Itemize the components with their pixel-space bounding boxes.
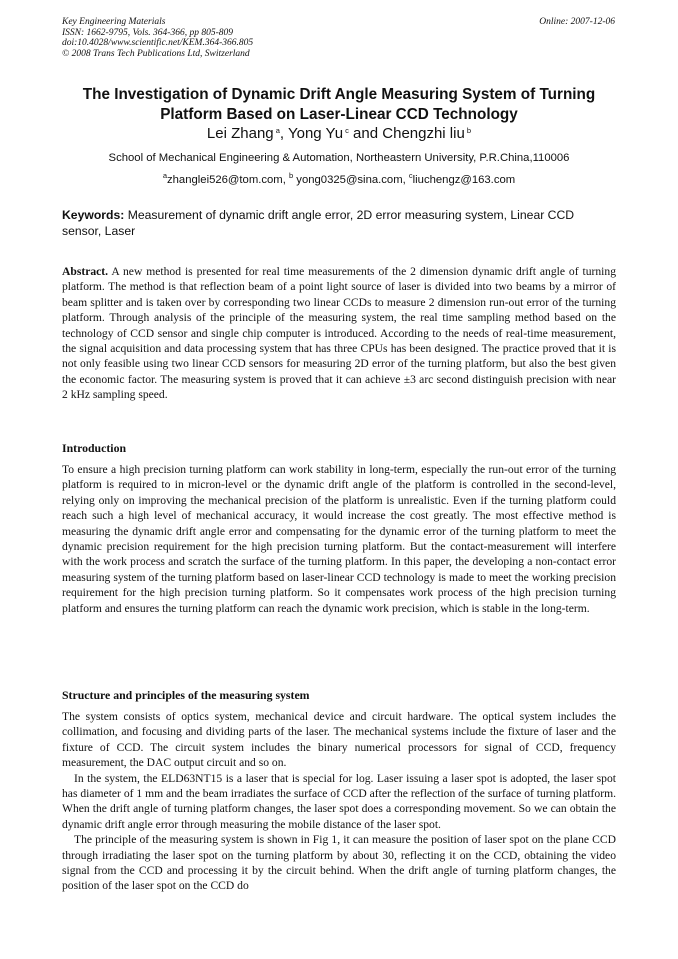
affiliation: School of Mechanical Engineering & Automation, Northeastern University, P.R.China,110006 — [108, 152, 570, 164]
paragraph: The principle of the measuring system is shown in Fig 1, it can measure the position of laser spot on the plane CCD through irradiating the laser spot on the turning platform by about 30, reflecting it on the CCD, obtaining the video signal from the CCD and processing it by the circuit behind. When the drift angle of turning platform changes, the position of the laser spot on the CCD do — [62, 833, 616, 893]
paper-title — [50, 85, 628, 124]
introduction-text: To ensure a high precision turning platform can work stability in long-term, especially the run-out error of the turning platform is required to in micron-level or the dynamic drift angle of the platform is controlled in the second-level, relying only on improving the mechanical precision of the platform is unrealistic. Even if the turning platform could reach such a high level of mechanical accuracy, it would increase the cost greatly. The most effective method is measuring the dynamic drift angle error and compensating for the dynamic error of the turning platform to meet the dynamic precision requirement for the high precision turning platform. But the contact-measurement will interfere with the work process and scratch the surface of the turning platform. In this paper, the developing a non-contact error measuring system of the turning platform based on laser-linear CCD technology is made to meet the working precision requirement for the high precision turning platform. So it compensates work process of the high precision turning platform and ensures the turning platform can reach the dynamic work precision, which is stable in the long-term. — [62, 463, 616, 615]
journal-metadata — [62, 17, 253, 59]
email-mark: c — [408, 171, 413, 180]
keywords-label: Keywords: — [62, 208, 125, 222]
section-heading-structure: Structure and principles of the measuring system — [62, 688, 310, 702]
abstract — [62, 264, 616, 403]
section-heading-introduction: Introduction — [62, 441, 127, 455]
author-separator: and — [348, 125, 383, 142]
email-address[interactable]: liuchengz@163.com — [412, 174, 516, 186]
paragraph: The system consists of optics system, mechanical device and circuit hardware. The optical system includes the collimation, and focusing and dividing parts of the laser. The mechanical systems include the fixture of laser and the fixture of CCD. The circuit system includes the binary numerical processors for signal of CCD, frequency measurement, the DAC output circuit and so on. — [62, 710, 616, 770]
structure-section — [62, 709, 616, 894]
author-name: Yong Yu — [287, 125, 344, 142]
author-emails — [40, 173, 638, 187]
author-name: Lei Zhang — [206, 125, 274, 142]
paragraph: In the system, the ELD63NT15 is a laser that is special for log. Laser issuing a laser spot is adopted, the laser spot has diameter of 1 mm and the beam irradiates the surface of CCD after the reflection of the surface of turning platform. When the drift angle of turning platform changes, the laser spot does a corresponding movement. So we can obtain the dynamic drift angle error through measuring the mobile distance of the laser spot. — [62, 771, 616, 831]
title-line-1: The Investigation of Dynamic Drift Angle Measuring System of Turning — [82, 86, 596, 103]
title-line-2: Platform Based on Laser-Linear CCD Technology — [160, 105, 518, 123]
abstract-text: A new method is presented for real time measurements of the 2 dimension dynamic drift angle of turning platform. The method is that reflection beam of a point light source of laser is divided into two beams by a mirror of beam splitter and is taken over by corresponding two linear CCDs to measure 2 dimension run-out error of the turning platform. Through analysis of the principle of the measuring system, the real time sampling method based on the technology of CCD sensor and single chip computer is introduced. According to the needs of real-time measurement, the signal acquisition and data processing system that has three CPUs has been designed. The practice proved that it is not only feasible using two linear CCD sensors for measuring 2D error of the turning platform, but also the best given the economic factor. The measuring system is proved that it can achieve ±3 arc second distinguish precision with near 2 kHz sampling speed. — [62, 265, 616, 402]
email-mark: a — [162, 171, 167, 180]
keywords-text: Measurement of dynamic drift angle error, 2D error measuring system, Linear CCD sensor, Laser — [62, 208, 575, 238]
abstract-label: Abstract. — [62, 265, 109, 278]
author-list — [40, 125, 638, 143]
keywords — [62, 208, 616, 239]
online-date: Online: 2007-12-06 — [539, 17, 615, 27]
journal-name: Key Engineering Materials — [62, 17, 166, 27]
author-affiliation-mark: b — [466, 126, 472, 135]
doi-line: doi:10.4028/www.scientific.net/KEM.364-366.805 — [62, 38, 254, 49]
email-mark: b — [289, 171, 294, 180]
author-name: Chengzhi liu — [382, 125, 465, 142]
author-affiliation-mark: a — [275, 126, 280, 135]
author-separator: , — [279, 125, 288, 142]
author-affiliation-mark: c — [345, 126, 349, 135]
issn-line: ISSN: 1662-9795, Vols. 364-366, pp 805-809 — [62, 27, 233, 38]
email-address[interactable]: yong0325@sina.com, — [293, 174, 409, 186]
email-address[interactable]: zhanglei526@tom.com, — [167, 174, 289, 186]
copyright-line: © 2008 Trans Tech Publications Ltd, Switzerland — [62, 48, 250, 59]
